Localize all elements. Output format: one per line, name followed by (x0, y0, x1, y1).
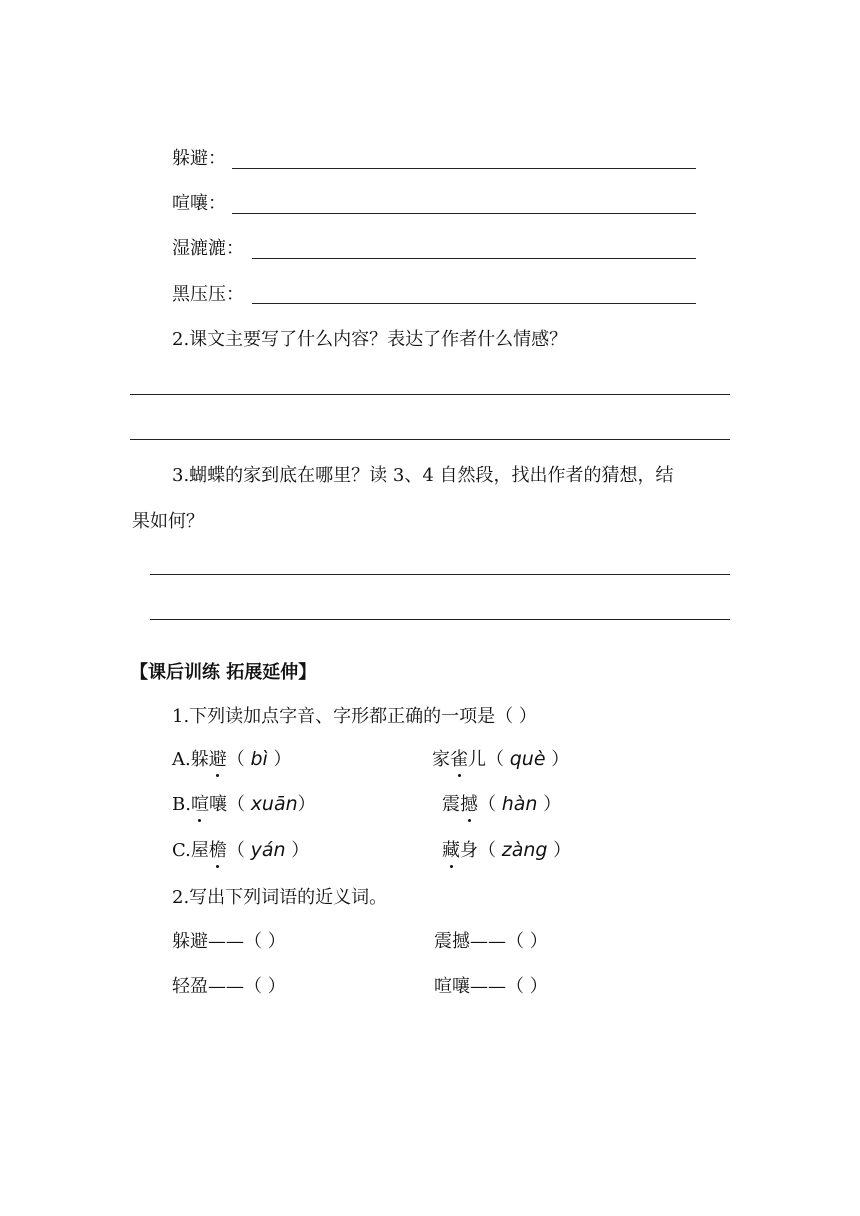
fill-label-1: 躲避： (172, 148, 226, 169)
question-3-line2: 果如何？ (132, 511, 204, 532)
option-label: C. (172, 840, 191, 861)
option-label: B. (172, 794, 191, 815)
pinyin: yán (250, 839, 286, 861)
option-b-word1: B.喧嚷（ xuān） (172, 793, 316, 815)
fill-label-4: 黑压压： (172, 284, 244, 305)
dotted-char: 喧 (190, 794, 209, 815)
option-a-word2: 家雀儿（ què ） (432, 748, 570, 770)
synonym-item-3[interactable]: 轻盈——（ ） (172, 976, 286, 997)
dotted-char: 雀 (450, 749, 468, 770)
dotted-char: 藏 (442, 840, 460, 861)
fill-line-2[interactable] (232, 213, 696, 214)
synonym-item-2[interactable]: 震撼——（ ） (434, 931, 548, 952)
section-title: 【课后训练 拓展延伸】 (130, 662, 317, 683)
fill-label-2: 喧嚷： (172, 193, 226, 214)
pinyin: xuān (250, 793, 298, 815)
pinyin: bì (250, 748, 268, 770)
dotted-char: 檐 (208, 840, 227, 861)
synonyms-question: 2.写出下列词语的近义词。 (172, 887, 388, 908)
answer-line-q3-2[interactable] (150, 619, 730, 620)
answer-line-q3-1[interactable] (150, 574, 730, 575)
dotted-char: 撼 (460, 794, 478, 815)
fill-line-4[interactable] (252, 303, 696, 304)
option-b-word2: 震撼（ hàn ） (442, 793, 562, 815)
option-word-char: 家 (432, 749, 450, 770)
pinyin: zàng (501, 839, 548, 861)
mc-question: 1.下列读加点字音、字形都正确的一项是（ ） (172, 706, 537, 727)
option-word-char: 屋 (190, 840, 209, 861)
option-word-char: 身 (460, 840, 478, 861)
answer-line-q2-2[interactable] (130, 439, 730, 440)
option-label: A. (172, 749, 191, 770)
question-2-text: 2.课文主要写了什么内容？表达了作者什么情感？ (172, 329, 568, 350)
option-a-word1: A.躲避（ bì ） (172, 748, 292, 770)
option-c-word2: 藏身（ zàng ） (442, 839, 572, 861)
question-3-line1: 3.蝴蝶的家到底在哪里？读 3、4 自然段，找出作者的猜想，结 (172, 465, 674, 486)
fill-label-3: 湿漉漉： (172, 238, 244, 259)
answer-line-q2-1[interactable] (130, 394, 730, 395)
pinyin: què (509, 748, 546, 770)
synonym-item-4[interactable]: 喧嚷——（ ） (434, 976, 548, 997)
fill-line-3[interactable] (252, 258, 696, 259)
synonym-item-1[interactable]: 躲避——（ ） (172, 931, 286, 952)
dotted-char: 避 (208, 749, 227, 770)
option-c-word1: C.屋檐（ yán ） (172, 839, 310, 861)
option-word-char: 儿 (468, 749, 486, 770)
option-word-char: 躲 (190, 749, 209, 770)
fill-line-1[interactable] (232, 168, 696, 169)
option-word-char: 震 (442, 794, 460, 815)
option-word-char: 嚷 (208, 794, 227, 815)
pinyin: hàn (501, 793, 538, 815)
